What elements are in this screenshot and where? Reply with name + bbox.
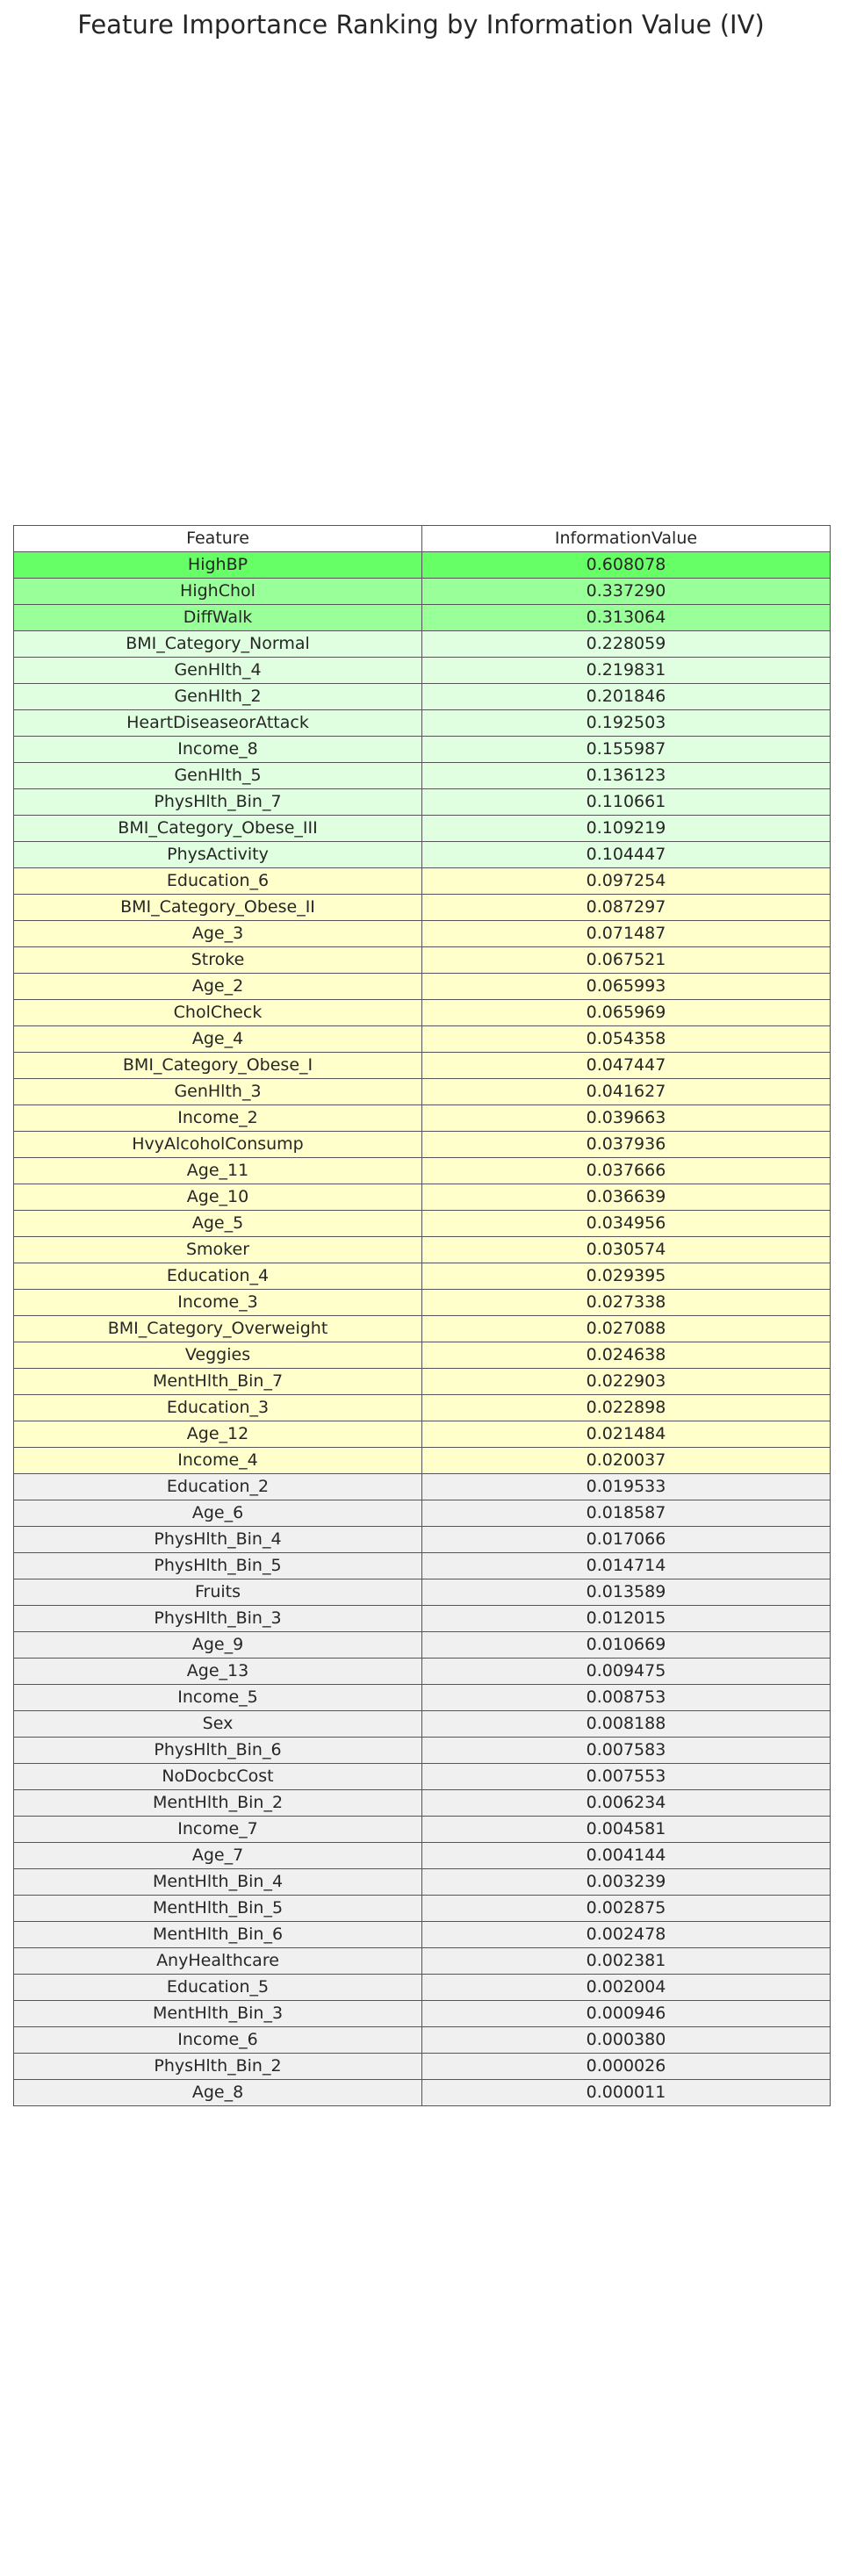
feature-cell: Income_3 [14, 1290, 422, 1316]
table-row [14, 947, 831, 974]
table-row [14, 1448, 831, 1474]
feature-cell: Education_4 [14, 1263, 422, 1290]
information-value-cell: 0.022898 [422, 1395, 831, 1421]
feature-cell: PhysHlth_Bin_7 [14, 789, 422, 816]
information-value-cell: 0.009475 [422, 1659, 831, 1685]
information-value-cell: 0.087297 [422, 895, 831, 921]
information-value-cell: 0.022903 [422, 1369, 831, 1395]
information-value-cell: 0.041627 [422, 1079, 831, 1105]
information-value-cell: 0.002875 [422, 1896, 831, 1922]
information-value-cell: 0.109219 [422, 816, 831, 842]
information-value-cell: 0.608078 [422, 552, 831, 579]
feature-cell: Income_2 [14, 1105, 422, 1132]
table-row [14, 658, 831, 684]
table-row [14, 1606, 831, 1632]
table-row [14, 1263, 831, 1290]
feature-cell: Age_2 [14, 974, 422, 1000]
feature-cell: Age_10 [14, 1184, 422, 1211]
information-value-cell: 0.136123 [422, 763, 831, 789]
table-row [14, 1500, 831, 1527]
information-value-cell: 0.008188 [422, 1711, 831, 1738]
information-value-cell: 0.228059 [422, 631, 831, 658]
table-row [14, 1764, 831, 1790]
information-value-cell: 0.219831 [422, 658, 831, 684]
feature-cell: Age_12 [14, 1421, 422, 1448]
table-row [14, 552, 831, 579]
header-row [14, 526, 831, 552]
information-value-cell: 0.004144 [422, 1843, 831, 1869]
feature-cell: BMI_Category_Overweight [14, 1316, 422, 1342]
table-row [14, 684, 831, 710]
table-row [14, 1632, 831, 1659]
table-row [14, 1184, 831, 1211]
information-value-cell: 0.010669 [422, 1632, 831, 1659]
feature-cell: MentHlth_Bin_7 [14, 1369, 422, 1395]
feature-cell: HighBP [14, 552, 422, 579]
information-value-cell: 0.110661 [422, 789, 831, 816]
information-value-cell: 0.067521 [422, 947, 831, 974]
information-value-cell: 0.047447 [422, 1053, 831, 1079]
feature-cell: Education_3 [14, 1395, 422, 1421]
table-row [14, 1105, 831, 1132]
feature-cell: GenHlth_4 [14, 658, 422, 684]
table-row [14, 974, 831, 1000]
table-row [14, 1948, 831, 1975]
table-row [14, 1790, 831, 1817]
information-value-cell: 0.007583 [422, 1738, 831, 1764]
information-value-cell: 0.030574 [422, 1237, 831, 1263]
feature-cell: MentHlth_Bin_4 [14, 1869, 422, 1896]
feature-cell: PhysActivity [14, 842, 422, 868]
feature-cell: MentHlth_Bin_6 [14, 1922, 422, 1948]
feature-cell: Sex [14, 1711, 422, 1738]
table-row [14, 1975, 831, 2001]
feature-cell: AnyHealthcare [14, 1948, 422, 1975]
information-value-cell: 0.027338 [422, 1290, 831, 1316]
information-value-cell: 0.037936 [422, 1132, 831, 1158]
information-value-cell: 0.036639 [422, 1184, 831, 1211]
feature-cell: CholCheck [14, 1000, 422, 1026]
table-row [14, 1579, 831, 1606]
feature-cell: PhysHlth_Bin_4 [14, 1527, 422, 1553]
feature-cell: Age_11 [14, 1158, 422, 1184]
feature-cell: GenHlth_3 [14, 1079, 422, 1105]
table-row [14, 1527, 831, 1553]
information-value-cell: 0.000380 [422, 2027, 831, 2054]
table-row [14, 1000, 831, 1026]
information-value-cell: 0.034956 [422, 1211, 831, 1237]
information-value-cell: 0.155987 [422, 737, 831, 763]
information-value-cell: 0.024638 [422, 1342, 831, 1369]
table-row [14, 921, 831, 947]
information-value-cell: 0.019533 [422, 1474, 831, 1500]
information-value-cell: 0.018587 [422, 1500, 831, 1527]
table-row [14, 842, 831, 868]
feature-cell: PhysHlth_Bin_2 [14, 2054, 422, 2080]
feature-cell: NoDocbcCost [14, 1764, 422, 1790]
feature-cell: Age_7 [14, 1843, 422, 1869]
table-row [14, 1421, 831, 1448]
feature-cell: HeartDiseaseorAttack [14, 710, 422, 737]
information-value-cell: 0.000026 [422, 2054, 831, 2080]
feature-cell: HvyAlcoholConsump [14, 1132, 422, 1158]
table-row [14, 1553, 831, 1579]
information-value-cell: 0.000011 [422, 2080, 831, 2106]
feature-cell: BMI_Category_Obese_II [14, 895, 422, 921]
table-row [14, 895, 831, 921]
table-row [14, 789, 831, 816]
feature-cell: Age_5 [14, 1211, 422, 1237]
information-value-cell: 0.006234 [422, 1790, 831, 1817]
table-row [14, 1817, 831, 1843]
table-row [14, 631, 831, 658]
feature-cell: PhysHlth_Bin_3 [14, 1606, 422, 1632]
information-value-cell: 0.192503 [422, 710, 831, 737]
feature-cell: Education_6 [14, 868, 422, 895]
table-row [14, 1659, 831, 1685]
feature-cell: Education_2 [14, 1474, 422, 1500]
feature-cell: Smoker [14, 1237, 422, 1263]
table-row [14, 1026, 831, 1053]
table-row [14, 1922, 831, 1948]
information-value-cell: 0.054358 [422, 1026, 831, 1053]
information-value-cell: 0.065993 [422, 974, 831, 1000]
feature-cell: HighChol [14, 579, 422, 605]
feature-cell: Age_4 [14, 1026, 422, 1053]
table-row [14, 868, 831, 895]
feature-cell: Income_4 [14, 1448, 422, 1474]
table-row [14, 2054, 831, 2080]
table-row [14, 1738, 831, 1764]
feature-cell: PhysHlth_Bin_6 [14, 1738, 422, 1764]
feature-cell: Income_7 [14, 1817, 422, 1843]
table-row [14, 579, 831, 605]
feature-cell: PhysHlth_Bin_5 [14, 1553, 422, 1579]
feature-cell: BMI_Category_Obese_III [14, 816, 422, 842]
table-row [14, 710, 831, 737]
feature-cell: Age_3 [14, 921, 422, 947]
feature-cell: BMI_Category_Obese_I [14, 1053, 422, 1079]
feature-cell: GenHlth_2 [14, 684, 422, 710]
feature-cell: Income_8 [14, 737, 422, 763]
feature-cell: Age_6 [14, 1500, 422, 1527]
table-row [14, 1237, 831, 1263]
information-value-cell: 0.002004 [422, 1975, 831, 2001]
table-row [14, 1869, 831, 1896]
information-value-cell: 0.029395 [422, 1263, 831, 1290]
information-value-cell: 0.313064 [422, 605, 831, 631]
table-row [14, 2080, 831, 2106]
table-row [14, 1896, 831, 1922]
information-value-cell: 0.000946 [422, 2001, 831, 2027]
information-value-cell: 0.021484 [422, 1421, 831, 1448]
feature-cell: DiffWalk [14, 605, 422, 631]
table-row [14, 1132, 831, 1158]
information-value-cell: 0.104447 [422, 842, 831, 868]
feature-cell: BMI_Category_Normal [14, 631, 422, 658]
table-row [14, 1316, 831, 1342]
table-row [14, 1290, 831, 1316]
information-value-cell: 0.037666 [422, 1158, 831, 1184]
table-row [14, 1053, 831, 1079]
table-row [14, 737, 831, 763]
feature-cell: MentHlth_Bin_2 [14, 1790, 422, 1817]
information-value-cell: 0.027088 [422, 1316, 831, 1342]
feature-cell: MentHlth_Bin_5 [14, 1896, 422, 1922]
chart-title: Feature Importance Ranking by Information Value (IV) [77, 10, 765, 40]
table-row [14, 1211, 831, 1237]
iv-table [13, 525, 831, 2106]
table-row [14, 1711, 831, 1738]
information-value-cell: 0.020037 [422, 1448, 831, 1474]
feature-cell: GenHlth_5 [14, 763, 422, 789]
table-row [14, 1369, 831, 1395]
feature-cell: Age_9 [14, 1632, 422, 1659]
information-value-cell: 0.014714 [422, 1553, 831, 1579]
information-value-cell: 0.201846 [422, 684, 831, 710]
table-row [14, 1395, 831, 1421]
table-row [14, 1342, 831, 1369]
information-value-cell: 0.004581 [422, 1817, 831, 1843]
feature-cell: MentHlth_Bin_3 [14, 2001, 422, 2027]
column-header-feature: Feature [14, 526, 422, 552]
information-value-cell: 0.008753 [422, 1685, 831, 1711]
information-value-cell: 0.097254 [422, 868, 831, 895]
feature-cell: Veggies [14, 1342, 422, 1369]
table-row [14, 1158, 831, 1184]
information-value-cell: 0.003239 [422, 1869, 831, 1896]
table-row [14, 816, 831, 842]
information-value-cell: 0.065969 [422, 1000, 831, 1026]
information-value-cell: 0.039663 [422, 1105, 831, 1132]
feature-cell: Fruits [14, 1579, 422, 1606]
feature-cell: Age_8 [14, 2080, 422, 2106]
table-body [14, 552, 831, 2106]
feature-cell: Education_5 [14, 1975, 422, 2001]
information-value-cell: 0.002381 [422, 1948, 831, 1975]
feature-cell: Income_6 [14, 2027, 422, 2054]
information-value-cell: 0.007553 [422, 1764, 831, 1790]
feature-cell: Age_13 [14, 1659, 422, 1685]
table-row [14, 2027, 831, 2054]
table-row [14, 1685, 831, 1711]
table-row [14, 1843, 831, 1869]
information-value-cell: 0.017066 [422, 1527, 831, 1553]
information-value-cell: 0.002478 [422, 1922, 831, 1948]
table-row [14, 1079, 831, 1105]
table-row [14, 1474, 831, 1500]
feature-cell: Income_5 [14, 1685, 422, 1711]
information-value-cell: 0.337290 [422, 579, 831, 605]
information-value-cell: 0.013589 [422, 1579, 831, 1606]
table-row [14, 605, 831, 631]
feature-cell: Stroke [14, 947, 422, 974]
information-value-cell: 0.071487 [422, 921, 831, 947]
table-row [14, 2001, 831, 2027]
table-row [14, 763, 831, 789]
column-header-information-value: InformationValue [422, 526, 831, 552]
information-value-cell: 0.012015 [422, 1606, 831, 1632]
